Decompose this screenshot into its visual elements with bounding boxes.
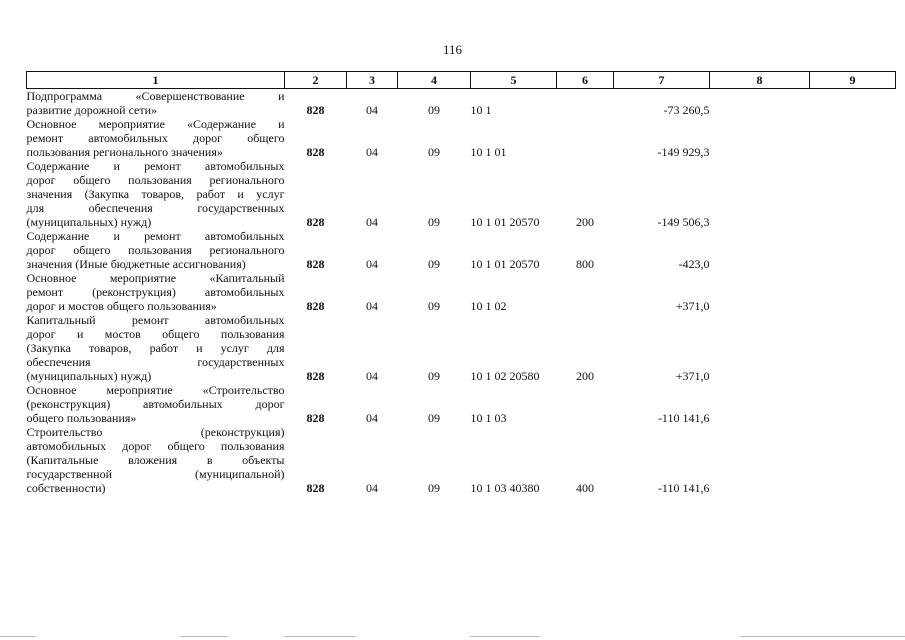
row-expense-type — [557, 117, 614, 159]
row-amount: +371,0 — [675, 299, 710, 313]
header-col-6: 6 — [557, 72, 614, 89]
row-glava: 828 — [306, 411, 325, 425]
row-empty-cell — [810, 117, 896, 159]
row-name-line: значения (Иные бюджетные ассигнования) — [26, 257, 246, 271]
row-section: 04 — [366, 481, 378, 495]
row-empty-cell — [810, 313, 896, 383]
row-name — [27, 271, 285, 313]
row-target-code: 10 1 03 40380 — [470, 481, 540, 495]
row-empty-cell — [710, 425, 810, 495]
row-name-line: Основное мероприятие «Капитальный — [26, 271, 285, 285]
row-name-line: общего пользования» — [26, 411, 137, 425]
row-empty-cell — [810, 229, 896, 271]
row-target-code: 10 1 02 20580 — [470, 369, 540, 383]
row-amount: -73 260,5 — [663, 103, 710, 117]
row-glava: 828 — [306, 369, 325, 383]
row-section: 04 — [366, 411, 378, 425]
scan-edge-line — [0, 636, 36, 637]
row-name-line: государственной (муниципальной) — [26, 467, 285, 481]
header-row — [27, 72, 896, 89]
table-body — [27, 89, 896, 496]
row-expense-type: 200 — [576, 215, 594, 229]
row-name-line: ремонт (реконструкция) автомобильных — [26, 285, 285, 299]
row-name-line: для обеспечения государственных — [26, 201, 285, 215]
row-subsection: 09 — [428, 299, 440, 313]
row-amount: -149 929,3 — [657, 145, 710, 159]
row-section: 04 — [366, 299, 378, 313]
table-row — [27, 229, 896, 271]
row-name-line: Основное мероприятие «Содержание и — [26, 117, 285, 131]
row-empty-cell — [710, 271, 810, 313]
row-empty-cell — [710, 313, 810, 383]
row-subsection: 09 — [428, 145, 440, 159]
scan-edge-line — [740, 636, 905, 637]
row-target-code: 10 1 03 — [470, 411, 507, 425]
row-empty-cell — [710, 89, 810, 118]
row-expense-type — [557, 383, 614, 425]
row-amount: +371,0 — [675, 369, 710, 383]
row-subsection: 09 — [428, 103, 440, 117]
row-name-line: обеспечения государственных — [26, 355, 285, 369]
row-empty-cell — [710, 117, 810, 159]
scan-edge-line — [470, 636, 540, 637]
row-subsection: 09 — [428, 257, 440, 271]
row-amount: -149 506,3 — [657, 215, 710, 229]
row-name-line: дорог и мостов общего пользования» — [26, 299, 217, 313]
row-name — [27, 229, 285, 271]
row-empty-cell — [810, 271, 896, 313]
row-name — [27, 313, 285, 383]
row-subsection: 09 — [428, 369, 440, 383]
row-name — [27, 383, 285, 425]
row-expense-type — [557, 271, 614, 313]
row-section: 04 — [366, 215, 378, 229]
header-col-7: 7 — [614, 72, 710, 89]
row-name-line: (муниципальных) нужд) — [26, 369, 152, 383]
table-row — [27, 425, 896, 495]
row-name — [27, 425, 285, 495]
row-expense-type: 400 — [576, 481, 594, 495]
row-target-code: 10 1 02 — [470, 299, 507, 313]
row-name — [27, 159, 285, 229]
row-name-line: Основное мероприятие «Строительство — [26, 383, 285, 397]
row-empty-cell — [710, 159, 810, 229]
table-row — [27, 117, 896, 159]
row-name-line: пользования регионального значения» — [26, 145, 223, 159]
row-empty-cell — [810, 159, 896, 229]
table-row — [27, 89, 896, 118]
row-name-line: ремонт автомобильных дорог общего — [26, 131, 285, 145]
table-row — [27, 159, 896, 229]
table-row — [27, 383, 896, 425]
row-name-line: Капитальный ремонт автомобильных — [26, 313, 285, 327]
row-glava: 828 — [306, 299, 325, 313]
row-empty-cell — [710, 229, 810, 271]
row-empty-cell — [810, 383, 896, 425]
header-col-3: 3 — [347, 72, 398, 89]
row-section: 04 — [366, 257, 378, 271]
row-name-line: Содержание и ремонт автомобильных — [26, 159, 285, 173]
row-name-line: (Капитальные вложения в объекты — [26, 453, 285, 467]
row-subsection: 09 — [428, 481, 440, 495]
row-name-line: (Закупка товаров, работ и услуг для — [26, 341, 285, 355]
row-subsection: 09 — [428, 411, 440, 425]
row-empty-cell — [810, 89, 896, 118]
row-empty-cell — [810, 425, 896, 495]
row-amount: -110 141,6 — [657, 481, 710, 495]
row-name-line: дорог общего пользования регионального — [26, 173, 285, 187]
header-col-5: 5 — [471, 72, 557, 89]
row-name-line: автомобильных дорог общего пользования — [26, 439, 285, 453]
row-amount: -423,0 — [678, 257, 710, 271]
row-expense-type — [557, 89, 614, 118]
row-subsection: 09 — [428, 215, 440, 229]
row-name — [27, 89, 285, 118]
row-section: 04 — [366, 369, 378, 383]
scan-edge-line — [180, 636, 228, 637]
row-empty-cell — [710, 383, 810, 425]
budget-table — [26, 71, 896, 495]
row-expense-type: 200 — [576, 369, 594, 383]
row-glava: 828 — [306, 481, 325, 495]
row-name-line: Подпрограмма «Совершенствование и — [26, 89, 285, 103]
header-col-1: 1 — [27, 72, 285, 89]
row-name-line: дорог общего пользования регионального — [26, 243, 285, 257]
row-glava: 828 — [306, 145, 325, 159]
row-name-line: собственности) — [26, 481, 106, 495]
row-glava: 828 — [306, 103, 325, 117]
row-glava: 828 — [306, 215, 325, 229]
row-target-code: 10 1 — [470, 103, 492, 117]
row-target-code: 10 1 01 — [470, 145, 507, 159]
table-row — [27, 271, 896, 313]
row-name-line: Содержание и ремонт автомобильных — [26, 229, 285, 243]
row-glava: 828 — [306, 257, 325, 271]
row-name-line: значения (Закупка товаров, работ и услуг — [26, 187, 285, 201]
row-name-line: (муниципальных) нужд) — [26, 215, 152, 229]
row-name-line: (реконструкция) автомобильных дорог — [26, 397, 285, 411]
row-name-line: Строительство (реконструкция) — [26, 425, 285, 439]
row-target-code: 10 1 01 20570 — [470, 257, 540, 271]
row-expense-type: 800 — [576, 257, 594, 271]
row-name-line: дорог и мостов общего пользования — [26, 327, 285, 341]
row-target-code: 10 1 01 20570 — [470, 215, 540, 229]
header-col-4: 4 — [398, 72, 471, 89]
row-name-line: развитие дорожной сети» — [26, 103, 158, 117]
row-section: 04 — [366, 145, 378, 159]
page-number: 116 — [442, 42, 463, 57]
table-row — [27, 313, 896, 383]
row-section: 04 — [366, 103, 378, 117]
row-name — [27, 117, 285, 159]
header-col-9: 9 — [810, 72, 896, 89]
row-amount: -110 141,6 — [657, 411, 710, 425]
header-col-2: 2 — [285, 72, 347, 89]
scan-edge-line — [284, 636, 356, 637]
header-col-8: 8 — [710, 72, 810, 89]
